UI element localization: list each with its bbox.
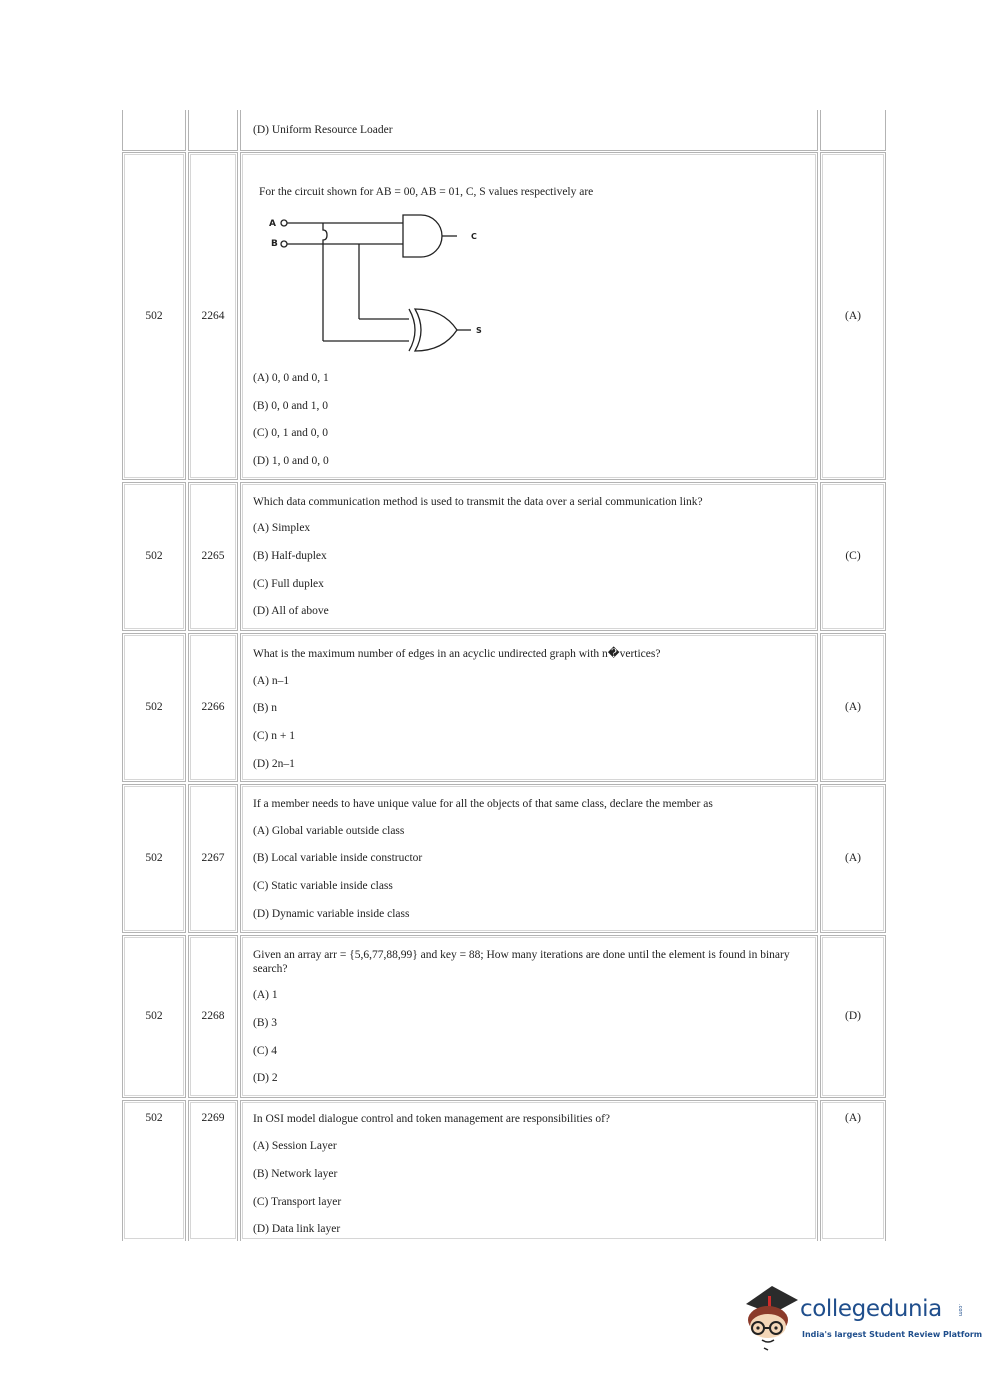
collegedunia-logo[interactable] [742, 1282, 982, 1362]
cell-question [240, 1100, 818, 1241]
option-d: (D) Data link layer [253, 1223, 341, 1235]
table-row [122, 784, 886, 933]
cell-answer [820, 784, 886, 933]
option-b: (B) 3 [253, 1017, 277, 1029]
answer-value: (A) [845, 852, 861, 864]
cell-col2 [188, 482, 238, 631]
question-text: In OSI model dialogue control and token management are responsibilities of? [253, 1113, 611, 1125]
option-c: (C) Static variable inside class [253, 880, 393, 892]
option-d: (D) Uniform Resource Loader [253, 124, 393, 136]
option-d: (D) 2n–1 [253, 758, 295, 770]
question-text: Given an array arr = {5,6,77,88,99} and key = 88; How many iterations are done until the element is found in binary search? [253, 949, 790, 975]
question-number: 2265 [201, 550, 225, 562]
option-c: (C) 0, 1 and 0, 0 [253, 427, 329, 439]
cell-answer [820, 633, 886, 782]
option-c: (C) Transport layer [253, 1196, 342, 1208]
option-b: (B) 0, 0 and 1, 0 [253, 400, 329, 412]
input-a-terminal [281, 220, 287, 226]
col1-value: 502 [145, 701, 163, 713]
logo-tagline: India's largest Student Review Platform [802, 1330, 983, 1339]
cell-answer [820, 152, 886, 480]
and-gate [403, 215, 442, 257]
option-a: (A) Simplex [253, 522, 311, 534]
cell-col1 [122, 482, 186, 631]
question-text: What is the maximum number of edges in an acyclic undirected graph with n�vertices? [253, 648, 661, 660]
mascot-icon [742, 1282, 802, 1354]
question-number: 2268 [201, 1010, 225, 1022]
option-a: (A) n–1 [253, 675, 290, 687]
table-row [122, 633, 886, 782]
table-row [122, 935, 886, 1098]
cell-col1 [122, 784, 186, 933]
option-d: (D) All of above [253, 605, 329, 617]
answer-value: (C) [845, 550, 861, 562]
option-d: (D) 2 [253, 1072, 278, 1084]
cell-col1 [122, 110, 186, 151]
option-b: (B) Half-duplex [253, 550, 327, 562]
option-d: (D) 1, 0 and 0, 0 [253, 455, 329, 467]
question-text: For the circuit shown for AB = 00, AB = 01, C, S values respectively are [259, 186, 594, 198]
col1-value: 502 [145, 1112, 163, 1124]
question-number: 2264 [201, 310, 225, 322]
cell-col1 [122, 152, 186, 480]
question-number: 2267 [201, 852, 225, 864]
cell-answer [820, 935, 886, 1098]
cell-col1 [122, 935, 186, 1098]
option-b: (B) Local variable inside constructor [253, 852, 423, 864]
table-row [122, 110, 886, 151]
table-row [122, 482, 886, 631]
table-row [122, 1100, 886, 1241]
cell-question [240, 482, 818, 631]
cell-question [240, 633, 818, 782]
cell-answer [820, 1100, 886, 1241]
cell-question [240, 152, 818, 480]
option-a: (A) Session Layer [253, 1140, 337, 1152]
output-label-c: C [471, 232, 477, 241]
question-number: 2266 [201, 701, 225, 713]
cell-question [240, 110, 818, 151]
cell-col2 [188, 784, 238, 933]
table-row [122, 152, 886, 480]
option-d: (D) Dynamic variable inside class [253, 908, 410, 920]
logic-circuit-diagram [261, 205, 501, 365]
option-a: (A) 0, 0 and 0, 1 [253, 372, 329, 384]
col1-value: 502 [145, 1010, 163, 1022]
cell-col1 [122, 1100, 186, 1241]
xor-gate-back [409, 309, 415, 351]
cell-question [240, 784, 818, 933]
cell-col2 [188, 110, 238, 151]
output-label-s: S [476, 326, 482, 335]
cell-col2 [188, 935, 238, 1098]
option-b: (B) Network layer [253, 1168, 338, 1180]
wire-jump [323, 223, 327, 244]
option-b: (B) n [253, 702, 277, 714]
option-a: (A) Global variable outside class [253, 825, 405, 837]
cell-col2 [188, 633, 238, 782]
cell-col1 [122, 633, 186, 782]
question-text: Which data communication method is used to transmit the data over a serial communication link? [253, 496, 703, 508]
col1-value: 502 [145, 310, 163, 322]
cell-col2 [188, 1100, 238, 1241]
question-number: 2269 [201, 1112, 225, 1124]
option-a: (A) 1 [253, 989, 278, 1001]
cell-answer [820, 482, 886, 631]
option-c: (C) 4 [253, 1045, 277, 1057]
circuit-label-a: A [269, 219, 276, 229]
cell-col2 [188, 152, 238, 480]
option-c: (C) Full duplex [253, 578, 324, 590]
answer-value: (D) [845, 1010, 861, 1022]
logo-wordmark: collegedunia [800, 1296, 942, 1322]
xor-gate [415, 309, 457, 351]
input-b-terminal [281, 241, 287, 247]
cell-answer [820, 110, 886, 151]
col1-value: 502 [145, 550, 163, 562]
answer-value: (A) [845, 310, 861, 322]
answer-value: (A) [845, 1112, 861, 1124]
option-c: (C) n + 1 [253, 730, 295, 742]
answer-value: (A) [845, 701, 861, 713]
col1-value: 502 [145, 852, 163, 864]
logo-com: .com [957, 1304, 963, 1317]
circuit-label-b: B [271, 239, 278, 249]
question-text: If a member needs to have unique value for all the objects of that same class, declare the member as [253, 798, 713, 810]
cell-question [240, 935, 818, 1098]
